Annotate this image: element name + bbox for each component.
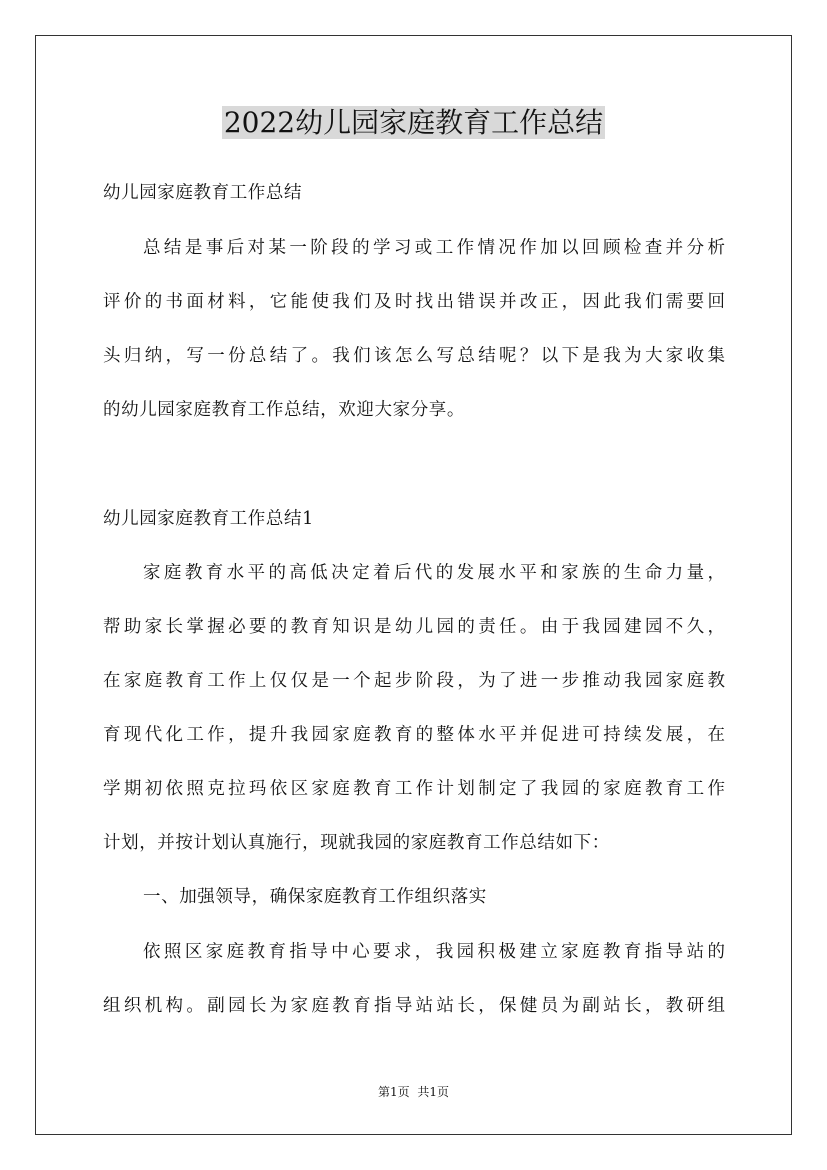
- section-line-6: 计划，并按计划认真施行，现就我园的家庭教育工作总结如下：: [103, 833, 610, 853]
- point-line-2: 组织机构。副园长为家庭教育指导站站长，保健员为副站长，教研组: [103, 996, 725, 1016]
- page-footer: 第1页 共1页: [377, 1085, 450, 1099]
- intro-line-2: 评价的书面材料，它能使我们及时找出错误并改正，因此我们需要回: [103, 292, 725, 312]
- section-line-4: 育现代化工作，提升我园家庭教育的整体水平并促进可持续发展，在: [103, 725, 725, 745]
- intro-line-3: 头归纳，写一份总结了。我们该怎么写总结呢？以下是我为大家收集: [103, 346, 725, 366]
- intro-line-1: 总结是事后对某一阶段的学习或工作情况作加以回顾检查并分析: [143, 238, 725, 258]
- document-title: 2022幼儿园家庭教育工作总结: [223, 106, 604, 139]
- intro-line-4: 的幼儿园家庭教育工作总结，欢迎大家分享。: [103, 400, 465, 420]
- subtitle: 幼儿园家庭教育工作总结: [103, 183, 303, 203]
- section-line-2: 帮助家长掌握必要的教育知识是幼儿园的责任。由于我园建园不久，: [103, 617, 725, 637]
- point-heading: 一、加强领导，确保家庭教育工作组织落实: [143, 887, 487, 907]
- point-line-1: 依照区家庭教育指导中心要求，我园积极建立家庭教育指导站的: [143, 942, 725, 962]
- section-heading: 幼儿园家庭教育工作总结1: [103, 509, 314, 529]
- section-line-5: 学期初依照克拉玛依区家庭教育工作计划制定了我园的家庭教育工作: [103, 779, 725, 799]
- section-line-3: 在家庭教育工作上仅仅是一个起步阶段，为了进一步推动我园家庭教: [103, 671, 725, 691]
- section-line-1: 家庭教育水平的高低决定着后代的发展水平和家族的生命力量，: [143, 563, 725, 583]
